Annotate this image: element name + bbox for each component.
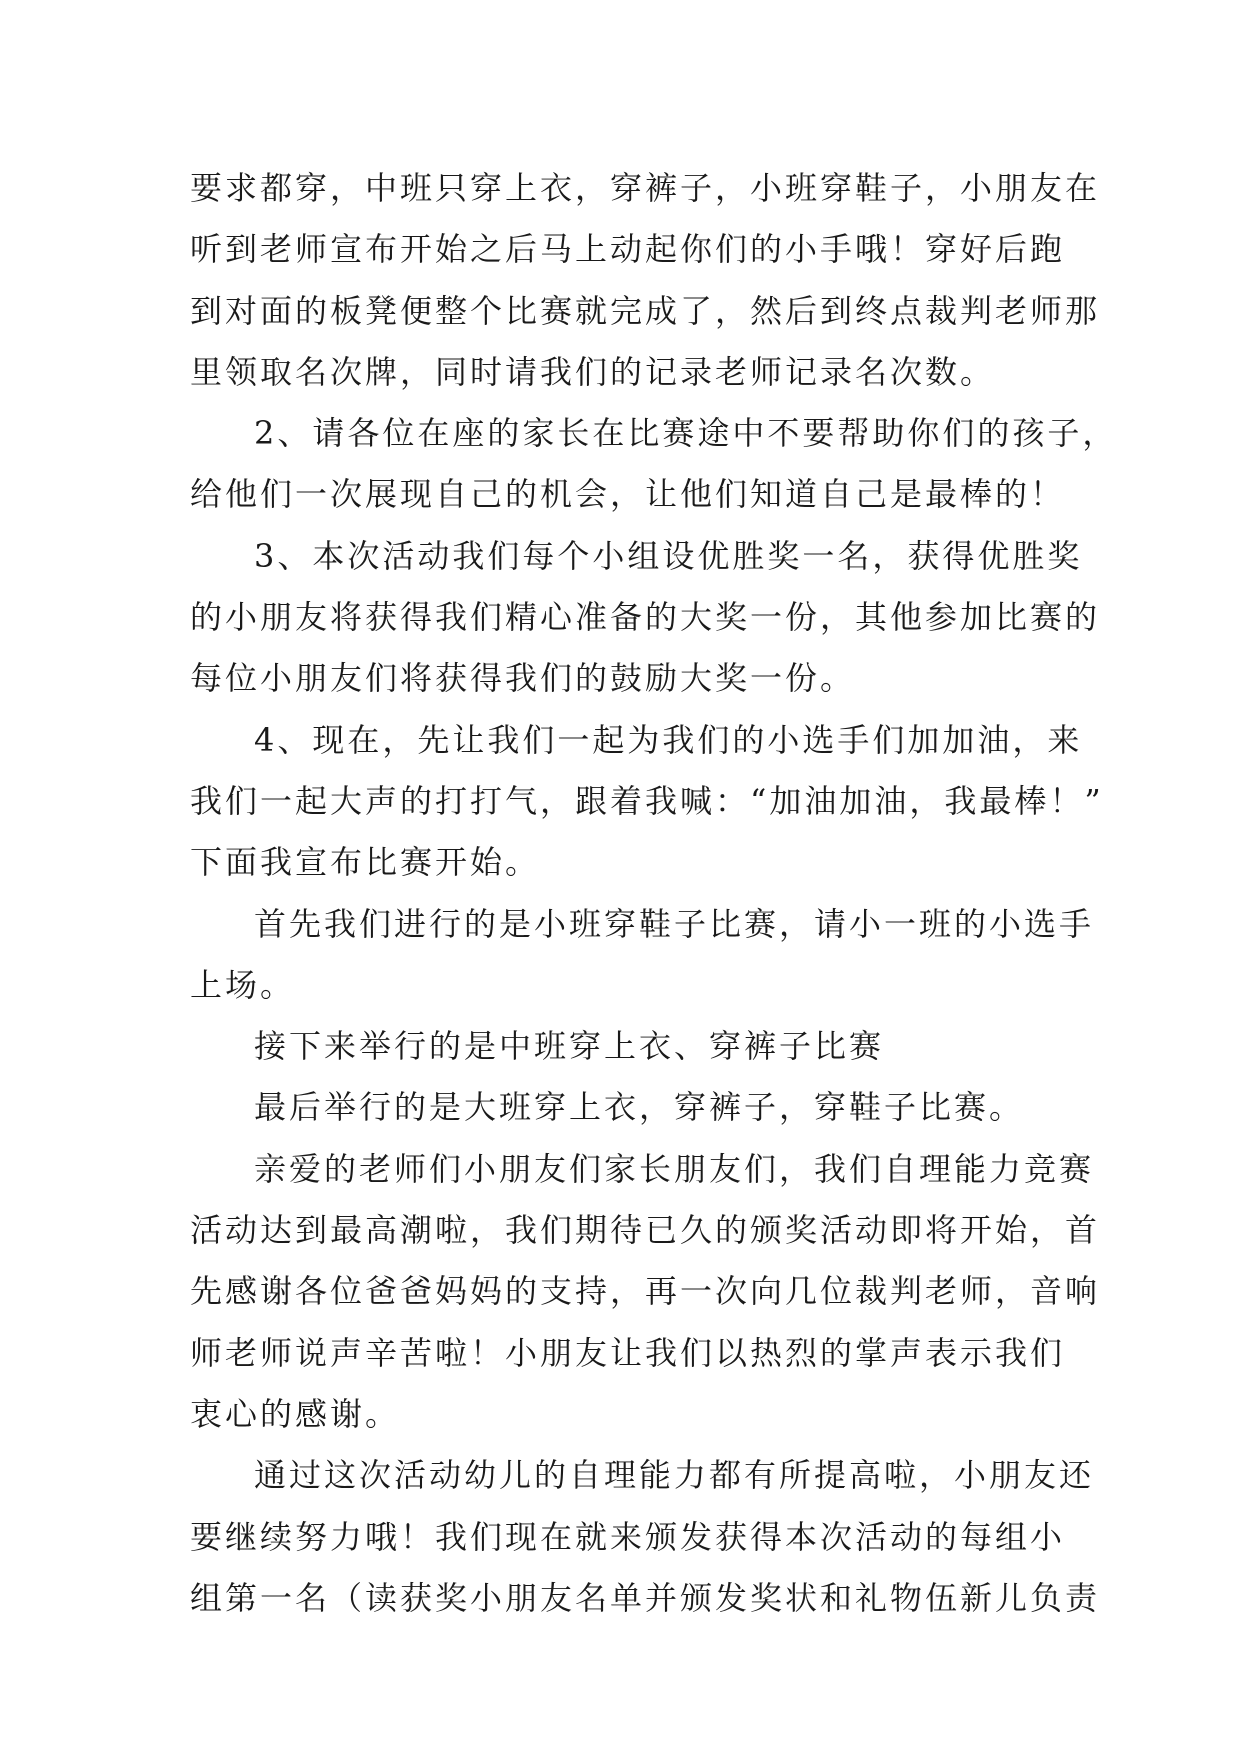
body-text — [190, 158, 1118, 1629]
text-line: 下面我宣布比赛开始。 — [190, 843, 541, 882]
text-line: 组第一名（读获奖小朋友名单并颁发奖状和礼物伍新儿负责 — [190, 1578, 1101, 1617]
paragraph-first-line: 亲爱的老师们小朋友们家长朋友们，我们自理能力竞赛 — [254, 1149, 1095, 1188]
text-line: 我们一起大声的打打气，跟着我喊：“加油加油，我最棒！” — [190, 781, 1104, 820]
text-line: 先感谢各位爸爸妈妈的支持，再一次向几位裁判老师，音响 — [190, 1272, 1101, 1311]
text-line: 活动达到最高潮啦，我们期待已久的颁奖活动即将开始，首 — [190, 1211, 1101, 1250]
paragraph-first-line: 接下来举行的是中班穿上衣、穿裤子比赛 — [254, 1027, 885, 1066]
text-line: 要求都穿，中班只穿上衣，穿裤子，小班穿鞋子，小朋友在 — [190, 169, 1101, 207]
paragraph-item-2: 2、请各位在座的家长在比赛途中不要帮助你们的孩子， — [254, 414, 1118, 453]
text-line: 上场。 — [190, 965, 296, 1004]
text-line: 衷心的感谢。 — [190, 1394, 401, 1433]
paragraph-item-3: 3、本次活动我们每个小组设优胜奖一名，获得优胜奖 — [254, 536, 1083, 575]
text-line: 师老师说声辛苦啦！小朋友让我们以热烈的掌声表示我们 — [190, 1333, 1066, 1372]
text-line: 听到老师宣布开始之后马上动起你们的小手哦！穿好后跑 — [190, 230, 1066, 269]
text-line: 每位小朋友们将获得我们的鼓励大奖一份。 — [190, 659, 856, 698]
paragraph-item-4: 4、现在，先让我们一起为我们的小选手们加加油，来 — [254, 720, 1083, 759]
text-line: 要继续努力哦！我们现在就来颁发获得本次活动的每组小 — [190, 1517, 1066, 1556]
paragraph-first-line: 首先我们进行的是小班穿鞋子比赛，请小一班的小选手 — [254, 904, 1095, 943]
text-line: 给他们一次展现自己的机会，让他们知道自己是最棒的！ — [190, 475, 1066, 514]
text-line: 到对面的板凳便整个比赛就完成了，然后到终点裁判老师那 — [190, 291, 1101, 330]
text-line: 的小朋友将获得我们精心准备的大奖一份，其他参加比赛的 — [190, 598, 1101, 637]
paragraph-first-line: 通过这次活动幼儿的自理能力都有所提高啦，小朋友还 — [254, 1456, 1095, 1495]
paragraph-first-line: 最后举行的是大班穿上衣，穿裤子，穿鞋子比赛。 — [254, 1088, 1025, 1127]
text-line: 里领取名次牌，同时请我们的记录老师记录名次数。 — [190, 352, 996, 391]
